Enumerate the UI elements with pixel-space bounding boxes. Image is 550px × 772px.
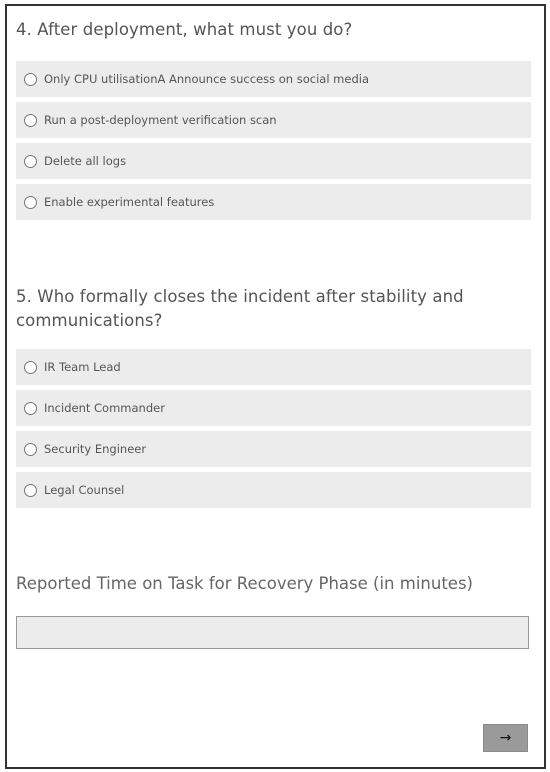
survey-page [5,4,546,769]
question-5-title: 5. Who formally closes the incident after stability and communications? [16,287,464,330]
radio-button-icon[interactable] [24,73,37,86]
question-4-option[interactable] [16,143,531,179]
question-4-option[interactable] [16,184,531,220]
question-4-options [16,61,531,225]
option-label: Security Engineer [44,442,147,456]
radio-button-icon[interactable] [24,402,37,415]
time-on-task-label: Reported Time on Task for Recovery Phase (in minutes) [16,574,473,593]
question-5-option[interactable] [16,472,531,508]
radio-button-icon[interactable] [24,361,37,374]
radio-button-icon[interactable] [24,114,37,127]
question-4-title: 4. After deployment, what must you do? [16,20,353,39]
option-label: Legal Counsel [44,483,125,497]
question-5-option[interactable] [16,349,531,385]
option-label: Incident Commander [44,401,165,415]
option-label: Only CPU utilisationA Announce success on social media [44,72,369,86]
option-label: Run a post-deployment verification scan [44,113,277,127]
question-5-options [16,349,531,513]
question-5-option[interactable] [16,431,531,467]
radio-button-icon[interactable] [24,443,37,456]
question-4-option[interactable] [16,61,531,97]
radio-button-icon[interactable] [24,484,37,497]
question-4-option[interactable] [16,102,531,138]
right-arrow-icon: → [499,730,512,746]
option-label: IR Team Lead [44,360,121,374]
time-on-task-input[interactable] [16,616,529,649]
radio-button-icon[interactable] [24,155,37,168]
question-5-option[interactable] [16,390,531,426]
next-button[interactable] [483,724,528,752]
radio-button-icon[interactable] [24,196,37,209]
option-label: Delete all logs [44,154,127,168]
option-label: Enable experimental features [44,195,215,209]
